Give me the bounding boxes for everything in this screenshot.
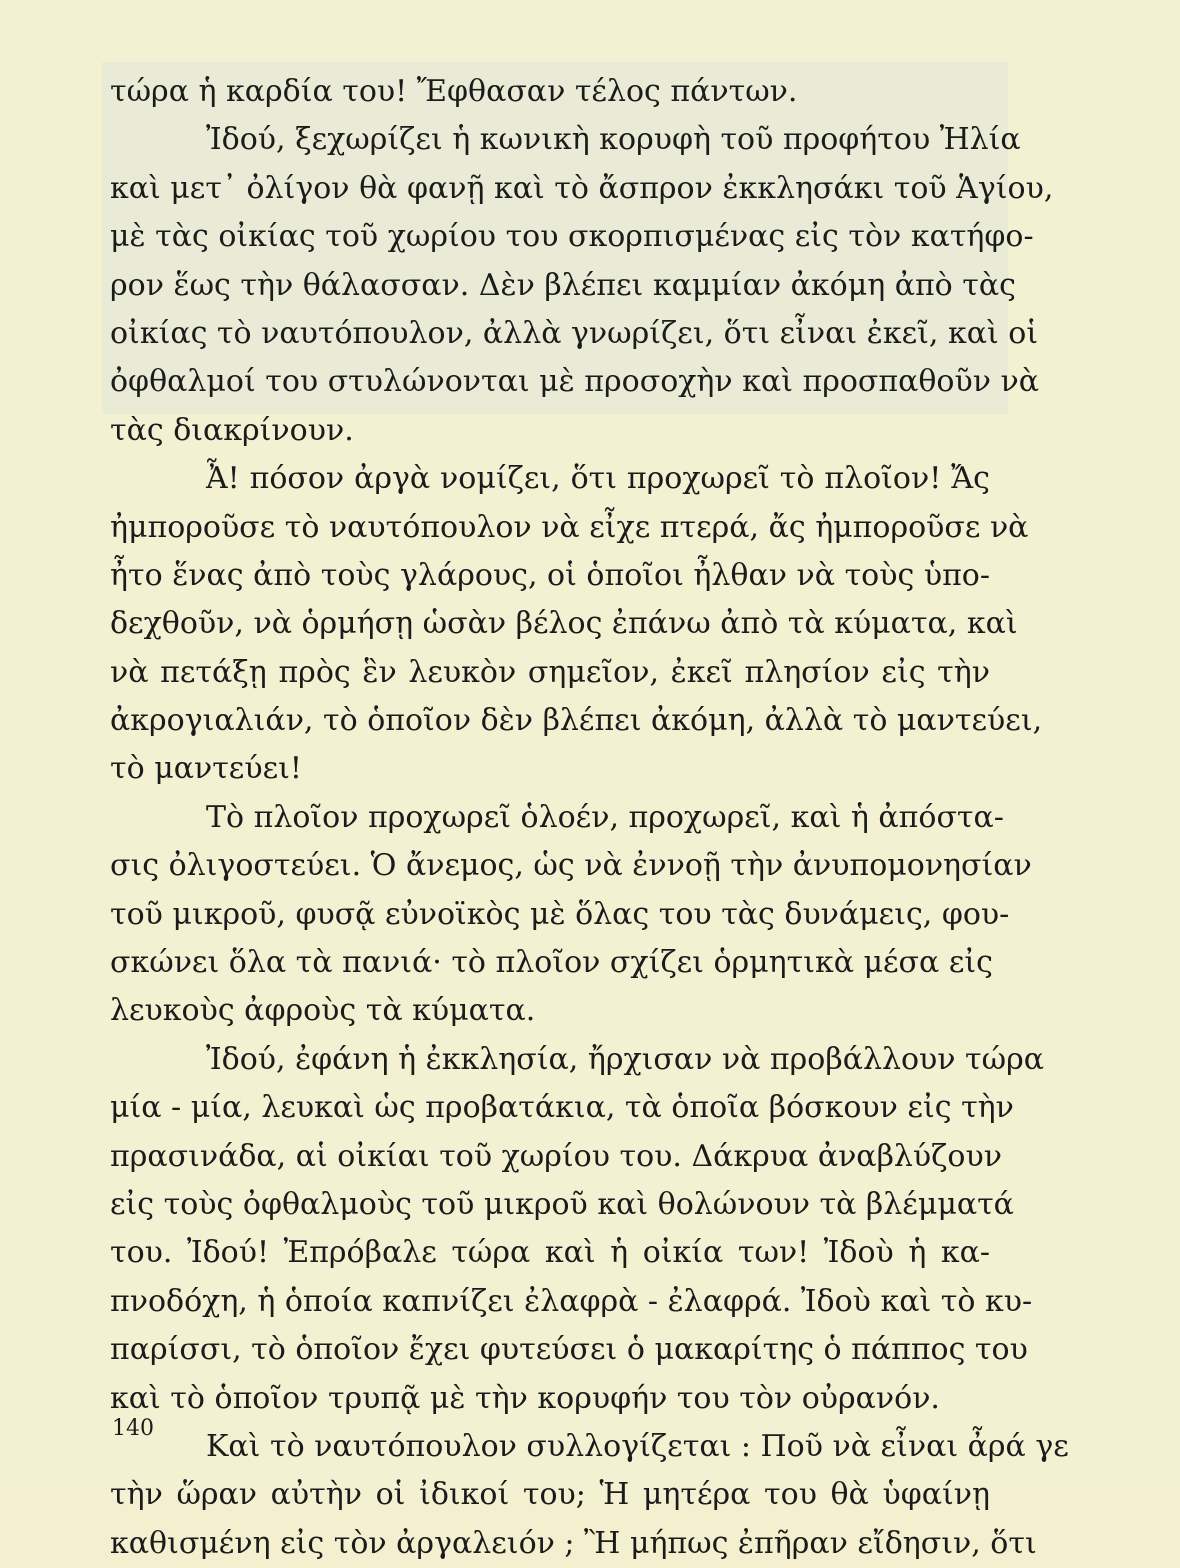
text-line: ὀφθαλμοί του στυλώνονται μὲ προσοχὴν καὶ προσπαθοῦν νὰ (110, 364, 1039, 400)
text-line: μία - μία, λευκαὶ ὡς προβατάκια, τὰ ὁποῖα βόσκουν εἰς τὴν (110, 1090, 1014, 1126)
text-line: καὶ μετ᾽ ὀλίγον θὰ φανῇ καὶ τὸ ἄσπρον ἐκκλησάκι τοῦ Ἁγίου, (110, 170, 1054, 206)
text-line: σκώνει ὅλα τὰ πανιά· τὸ πλοῖον σχίζει ὁρμητικὰ μέσα εἰς (110, 945, 993, 981)
text-line: τοῦ μικροῦ, φυσᾷ εὐνοϊκὸς μὲ ὅλας του τὰς δυνάμεις, φου- (110, 896, 1010, 932)
text-line: τὴν ὥραν αὐτὴν οἱ ἰδικοί του; Ἡ μητέρα του θὰ ὑφαίνῃ (110, 1477, 990, 1513)
text-line: τώρα ἡ καρδία του! Ἔφθασαν τέλος πάντων. (110, 74, 798, 109)
text-line: Καὶ τὸ ναυτόπουλον συλλογίζεται : Ποῦ νὰ εἶναι ἆρά γε (206, 1428, 1069, 1464)
text-line: Ἰδού, ἐφάνη ἡ ἐκκλησία, ἤρχισαν νὰ προβάλλουν τώρα (206, 1041, 1045, 1077)
text-line: οἰκίας τὸ ναυτόπουλον, ἀλλὰ γνωρίζει, ὅτι εἶναι ἐκεῖ, καὶ οἱ (110, 315, 1039, 351)
text-line: του. Ἰδού! Ἐπρόβαλε τώρα καὶ ἡ οἰκία των! Ἰδοὺ ἡ κα- (110, 1235, 990, 1271)
text-line: καὶ τὸ ὁποῖον τρυπᾷ μὲ τὴν κορυφήν του τὸν οὐρανόν. (110, 1380, 940, 1416)
text-line: ρον ἕως τὴν θάλασσαν. Δὲν βλέπει καμμίαν ἀκόμη ἀπὸ τὰς (110, 267, 1016, 303)
text-line: Τὸ πλοῖον προχωρεῖ ὁλοέν, προχωρεῖ, καὶ ἡ ἀπόστα- (206, 799, 1004, 835)
text-line: λευκοὺς ἀφροὺς τὰ κύματα. (110, 993, 536, 1029)
body-text (110, 68, 1069, 1568)
text-line: Ἆ! πόσον ἀργὰ νομίζει, ὅτι προχωρεῖ τὸ πλοῖον! Ἄς (206, 461, 990, 497)
text-line: τὰς διακρίνουν. (110, 412, 354, 448)
text-line: ἠμποροῦσε τὸ ναυτόπουλον νὰ εἶχε πτερά, ἄς ἠμποροῦσε νὰ (110, 509, 1029, 545)
text-line: εἰς τοὺς ὀφθαλμοὺς τοῦ μικροῦ καὶ θολώνουν τὰ βλέμματά (110, 1186, 1014, 1222)
text-line: σις ὀλιγοστεύει. Ὁ ἄνεμος, ὡς νὰ ἐννοῇ τὴν ἀνυπομονησίαν (110, 848, 1032, 884)
text-line: πρασινάδα, αἱ οἰκίαι τοῦ χωρίου του. Δάκρυα ἀναβλύζουν (110, 1138, 1002, 1174)
text-line: ἀκρογιαλιάν, τὸ ὁποῖον δὲν βλέπει ἀκόμη, ἀλλὰ τὸ μαντεύει, (110, 703, 1043, 739)
text-line: μὲ τὰς οἰκίας τοῦ χωρίου του σκορπισμένας εἰς τὸν κατήφο- (110, 219, 1034, 255)
text-line: Ἰδού, ξεχωρίζει ἡ κωνικὴ κορυφὴ τοῦ προφήτου Ἠλία (206, 122, 1021, 158)
text-line: παρίσσι, τὸ ὁποῖον ἔχει φυτεύσει ὁ μακαρίτης ὁ πάππος του (110, 1332, 1028, 1368)
text-line: καθισμένη εἰς τὸν ἀργαλειόν ; Ἢ μήπως ἐπῆραν εἴδησιν, ὅτι (110, 1525, 1037, 1561)
text-line: τὸ μαντεύει! (110, 751, 302, 787)
text-line: ἦτο ἕνας ἀπὸ τοὺς γλάρους, οἱ ὁποῖοι ἦλθαν νὰ τοὺς ὑπο- (110, 557, 990, 593)
text-line: πνοδόχη, ἡ ὁποία καπνίζει ἐλαφρὰ - ἐλαφρά. Ἰδοὺ καὶ τὸ κυ- (110, 1283, 1033, 1319)
text-line: δεχθοῦν, νὰ ὁρμήσῃ ὡσὰν βέλος ἐπάνω ἀπὸ τὰ κύματα, καὶ (110, 606, 1018, 642)
page-number: 140 (112, 1416, 154, 1441)
text-line: νὰ πετάξῃ πρὸς ἓν λευκὸν σημεῖον, ἐκεῖ πλησίον εἰς τὴν (110, 654, 990, 690)
